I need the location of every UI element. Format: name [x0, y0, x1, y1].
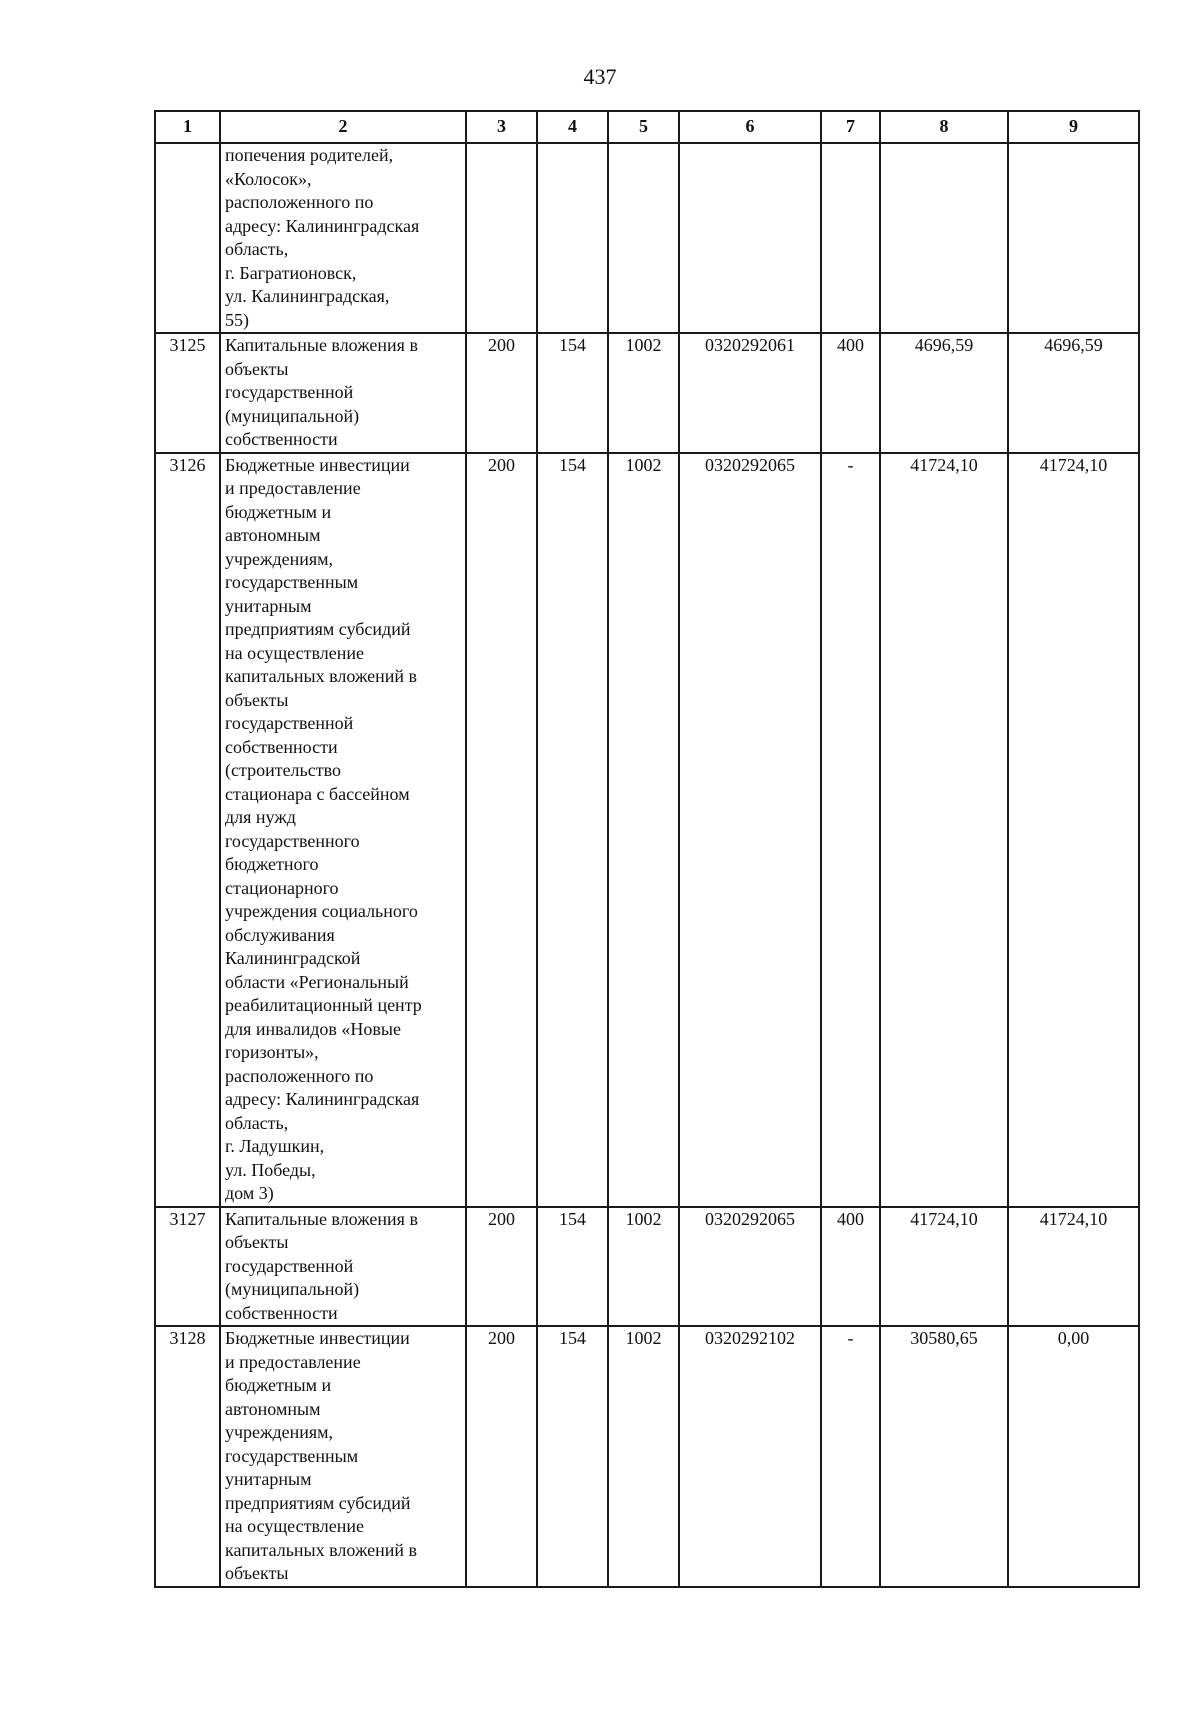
- cell-col-8: 30580,65: [880, 1326, 1008, 1587]
- cell-col-7: -: [821, 1326, 880, 1587]
- cell-col-8: 41724,10: [880, 1207, 1008, 1327]
- col-header-1: 1: [155, 111, 220, 143]
- cell-col-9: [1008, 143, 1139, 333]
- table-row: [155, 1326, 1139, 1587]
- table-row: [155, 1207, 1139, 1327]
- cell-col-3: 200: [466, 1207, 537, 1327]
- table-row: [155, 453, 1139, 1207]
- cell-col-3: [466, 143, 537, 333]
- cell-col-8: 4696,59: [880, 333, 1008, 453]
- header-row: [155, 111, 1139, 143]
- cell-col-4: 154: [537, 1207, 608, 1327]
- page-number: 437: [583, 64, 617, 89]
- cell-col-3: 200: [466, 453, 537, 1207]
- col-header-7: 7: [821, 111, 880, 143]
- cell-col-3: 200: [466, 1326, 537, 1587]
- cell-col-6: 0320292061: [679, 333, 821, 453]
- cell-col-3: 200: [466, 333, 537, 453]
- row-name: попечения родителей, «Колосок», расположенного по адресу: Калининградская область, г. Багратионовск, ул. Калининградская, 55): [220, 143, 466, 333]
- table-row: [155, 333, 1139, 453]
- cell-col-5: 1002: [608, 1207, 679, 1327]
- table-body: [155, 143, 1139, 1587]
- cell-col-6: 0320292102: [679, 1326, 821, 1587]
- cell-col-4: 154: [537, 453, 608, 1207]
- cell-col-7: 400: [821, 1207, 880, 1327]
- cell-col-4: 154: [537, 1326, 608, 1587]
- cell-col-6: 0320292065: [679, 1207, 821, 1327]
- row-number: 3127: [155, 1207, 220, 1327]
- row-name: Капитальные вложения в объекты государственной (муниципальной) собственности: [220, 1207, 466, 1327]
- cell-col-8: [880, 143, 1008, 333]
- col-header-5: 5: [608, 111, 679, 143]
- cell-col-9: 0,00: [1008, 1326, 1139, 1587]
- cell-col-9: 4696,59: [1008, 333, 1139, 453]
- cell-col-5: [608, 143, 679, 333]
- row-name: Бюджетные инвестиции и предоставление бюджетным и автономным учреждениям, государственным унитарным предприятиям субсидий на осуществление капитальных вложений в объекты: [220, 1326, 466, 1587]
- cell-col-6: 0320292065: [679, 453, 821, 1207]
- row-number: 3126: [155, 453, 220, 1207]
- cell-col-9: 41724,10: [1008, 1207, 1139, 1327]
- row-number: 3125: [155, 333, 220, 453]
- cell-col-4: [537, 143, 608, 333]
- col-header-9: 9: [1008, 111, 1139, 143]
- col-header-3: 3: [466, 111, 537, 143]
- cell-col-8: 41724,10: [880, 453, 1008, 1207]
- row-name: Бюджетные инвестиции и предоставление бюджетным и автономным учреждениям, государственным унитарным предприятиям субсидий на осуществление капитальных вложений в объекты государственной собственности (строительство стационара с бассейном для нужд государственного бюджетного стационарного учреждения социального обслуживания Калининградской области «Региональный реабилитационный центр для инвалидов «Новые горизонты», расположенного по адресу: Калининградская область, г. Ладушкин, ул. Победы, дом 3): [220, 453, 466, 1207]
- row-number: 3128: [155, 1326, 220, 1587]
- cell-col-4: 154: [537, 333, 608, 453]
- col-header-6: 6: [679, 111, 821, 143]
- col-header-4: 4: [537, 111, 608, 143]
- row-number: [155, 143, 220, 333]
- cell-col-6: [679, 143, 821, 333]
- table-header: [155, 111, 1139, 143]
- cell-col-5: 1002: [608, 333, 679, 453]
- cell-col-7: [821, 143, 880, 333]
- cell-col-7: 400: [821, 333, 880, 453]
- cell-col-9: 41724,10: [1008, 453, 1139, 1207]
- col-header-8: 8: [880, 111, 1008, 143]
- table-row: [155, 143, 1139, 333]
- cell-col-7: -: [821, 453, 880, 1207]
- cell-col-5: 1002: [608, 1326, 679, 1587]
- col-header-2: 2: [220, 111, 466, 143]
- cell-col-5: 1002: [608, 453, 679, 1207]
- budget-table: [154, 110, 1140, 1588]
- row-name: Капитальные вложения в объекты государственной (муниципальной) собственности: [220, 333, 466, 453]
